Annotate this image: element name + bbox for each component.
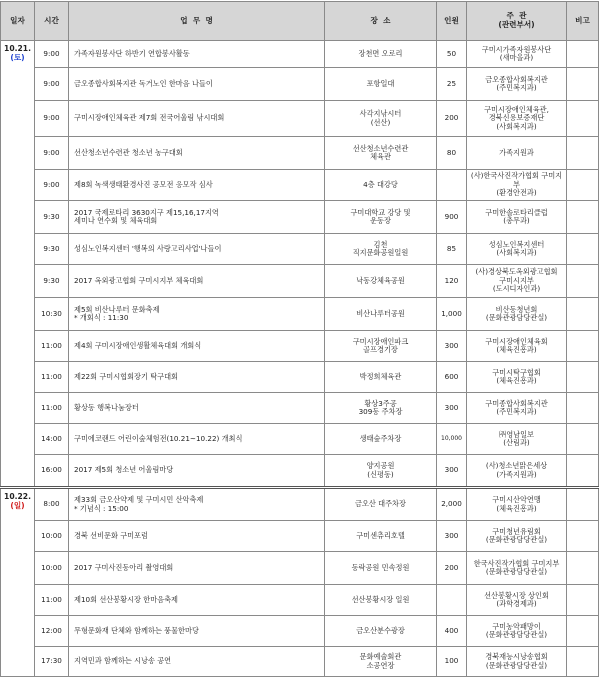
header-date: 일자 (1, 2, 35, 41)
table-row (1, 137, 599, 170)
time-cell: 17:30 (35, 647, 69, 677)
place-cell (325, 298, 437, 331)
place-line: 동락공원 민속정원 (351, 562, 410, 572)
table-row (1, 455, 599, 488)
task-line: 가족자원봉사단 하반기 연합봉사활동 (74, 48, 190, 58)
host-line: 선산봉황시장 상인회 (484, 590, 549, 600)
host-cell (467, 331, 567, 362)
host-line: (문화관광담당관실) (485, 535, 548, 544)
count-cell: 200 (437, 552, 467, 585)
count-cell: 2,000 (437, 488, 467, 521)
place-line: 낙동강체육공원 (356, 275, 405, 285)
host-line: 가족지원과 (499, 147, 534, 157)
time-cell: 9:00 (35, 68, 69, 101)
task-line: 금오종합사회복지관 독거노인 한마음 나들이 (74, 78, 213, 88)
task-line: 2017 국제로타리 3630지구 제15,16,17지역 (74, 207, 219, 217)
note-cell (567, 170, 599, 201)
task-cell (69, 170, 325, 201)
time-cell: 10:00 (35, 521, 69, 552)
task-line: 성심노인복지센터 '행복의 사랑고리사업'나들이 (74, 243, 222, 253)
task-cell (69, 101, 325, 137)
host-cell (467, 647, 567, 677)
place-line: 양지공원 (366, 461, 395, 471)
place-line: 골프경기장 (363, 345, 398, 354)
task-cell (69, 424, 325, 455)
count-cell: 300 (437, 521, 467, 552)
place-cell (325, 424, 437, 455)
place-cell (325, 647, 437, 677)
place-cell (325, 41, 437, 68)
table-row (1, 585, 599, 616)
task-line: 제33회 금오산약제 및 구미시민 산악축제 (74, 495, 204, 505)
host-line: (과학경제과) (496, 599, 537, 608)
note-cell (567, 137, 599, 170)
table-row (1, 265, 599, 298)
count-cell: 10,000 (437, 424, 467, 455)
count-cell: 300 (437, 455, 467, 488)
host-cell (467, 424, 567, 455)
count-cell: 1,000 (437, 298, 467, 331)
host-line: 구미시가족자원봉사단 (481, 44, 552, 54)
host-line: (사회복지과) (496, 121, 537, 131)
place-line: 황상3주공 (364, 398, 397, 408)
count-cell: 120 (437, 265, 467, 298)
task-cell (69, 488, 325, 521)
count-cell (437, 170, 467, 201)
task-line: 2017 구미사진동아리 촬영대회 (74, 562, 174, 572)
count-cell: 85 (437, 234, 467, 265)
place-line: 박정희체육관 (359, 371, 402, 381)
task-line: 지역민과 함께하는 시낭송 공연 (74, 656, 172, 666)
table-row (1, 298, 599, 331)
time-cell: 9:30 (35, 265, 69, 298)
place-line: 309동 주차장 (358, 407, 403, 416)
place-cell (325, 616, 437, 647)
task-line: 제4회 구미시장애인생활체육대회 개회식 (74, 340, 202, 350)
host-line: 구미시장애인체육회 (485, 336, 548, 346)
task-line: 제8회 녹색생태환경사진 공모전 응모작 심사 (74, 179, 213, 189)
header-task: 업 무 명 (69, 2, 325, 41)
note-cell (567, 68, 599, 101)
header-host-main: 주 관 (506, 11, 527, 21)
task-line: 제10회 선산봉황시장 한마음축제 (74, 594, 178, 604)
host-line: (총무과) (503, 216, 530, 225)
host-line: 구미농악패망이 (492, 621, 541, 631)
task-line: 황상동 행복나눔장터 (74, 402, 139, 412)
host-line: (가족지원과) (496, 469, 537, 479)
host-cell (467, 585, 567, 616)
task-cell (69, 298, 325, 331)
time-cell: 12:00 (35, 616, 69, 647)
place-cell (325, 170, 437, 201)
task-line: 세미나 연수회 및 체육대회 (74, 216, 158, 225)
task-line: * 개회식 : 11:30 (74, 313, 129, 322)
host-line: 경북신용보증재단 (488, 113, 545, 123)
host-line: 구미한솔로타리클럽 (485, 207, 548, 217)
table-row (1, 647, 599, 677)
note-cell (567, 552, 599, 585)
note-cell (567, 488, 599, 521)
host-line: (사)한국사진작가협회 구미지부 (470, 171, 563, 189)
host-line: (체육진흥과) (496, 503, 537, 513)
host-line: (문화관광담당관실) (485, 630, 548, 639)
time-cell: 9:00 (35, 41, 69, 68)
task-cell (69, 265, 325, 298)
schedule-document (0, 1, 598, 677)
host-line: 금오종합사회복지관 (485, 74, 548, 84)
table-row (1, 424, 599, 455)
time-cell: 8:00 (35, 488, 69, 521)
place-line: 금오산분수광장 (356, 625, 405, 635)
task-line: * 기념식 : 15:00 (74, 503, 129, 513)
place-cell (325, 101, 437, 137)
date-cell (1, 488, 35, 677)
task-cell (69, 521, 325, 552)
host-line: 구미시장애인체육관, (484, 104, 549, 114)
host-cell (467, 234, 567, 265)
place-cell (325, 488, 437, 521)
table-row (1, 362, 599, 393)
note-cell (567, 331, 599, 362)
task-line: 구미시장애인체육관 제7회 전국어울림 낚시대회 (74, 113, 225, 123)
header-row (1, 2, 599, 41)
header-time: 시간 (35, 2, 69, 41)
host-line: 구미종합사회복지관 (485, 398, 548, 408)
table-row (1, 41, 599, 68)
host-cell (467, 455, 567, 488)
table-row (1, 552, 599, 585)
task-cell (69, 647, 325, 677)
task-cell (69, 68, 325, 101)
task-cell (69, 234, 325, 265)
place-cell (325, 585, 437, 616)
table-row (1, 488, 599, 521)
host-line: 구미시지부 (499, 275, 534, 285)
table-row (1, 101, 599, 137)
task-line: 구미에코랜드 어린이숲체험전(10.21~10.22) 개최식 (74, 433, 243, 443)
note-cell (567, 234, 599, 265)
table-row (1, 68, 599, 101)
place-line: 선산봉황시장 일원 (351, 594, 410, 604)
host-line: ㈜영남일보 (499, 429, 534, 439)
host-line: 한국사진작가협회 구미지부 (473, 558, 560, 568)
host-line: (산림과) (503, 438, 530, 447)
place-line: 체육관 (370, 152, 391, 161)
place-line: 금오산 대주차장 (355, 499, 406, 509)
place-line: 문화예술회관 (359, 652, 402, 662)
note-cell (567, 647, 599, 677)
schedule-body (1, 41, 599, 677)
host-cell (467, 521, 567, 552)
date-cell (1, 41, 35, 488)
time-cell: 9:00 (35, 170, 69, 201)
place-cell (325, 521, 437, 552)
task-line: 2017 옥외광고협회 구미시지부 체육대회 (74, 275, 204, 285)
place-line: 구미시장애인파크 (352, 336, 409, 346)
task-cell (69, 362, 325, 393)
note-cell (567, 41, 599, 68)
place-line: 구미대학교 강당 및 (350, 207, 411, 217)
task-line: 2017 제5회 청소년 어울림마당 (74, 465, 174, 475)
host-line: (사)경상북도옥외광고협회 (475, 267, 558, 277)
host-cell (467, 265, 567, 298)
date-weekday: (토) (10, 52, 25, 62)
table-row (1, 170, 599, 201)
host-cell (467, 137, 567, 170)
place-cell (325, 362, 437, 393)
time-cell: 10:00 (35, 552, 69, 585)
place-line: 소공연장 (366, 660, 395, 670)
table-row (1, 521, 599, 552)
place-line: 선산청소년수련관 (352, 143, 409, 153)
host-line: (사회복지과) (496, 248, 537, 257)
host-line: (체육진흥과) (496, 345, 537, 354)
time-cell: 11:00 (35, 331, 69, 362)
place-line: 장천면 오로리 (358, 48, 403, 58)
host-cell (467, 41, 567, 68)
place-cell (325, 552, 437, 585)
table-row (1, 201, 599, 234)
count-cell (437, 585, 467, 616)
header-note: 비고 (567, 2, 599, 41)
count-cell: 25 (437, 68, 467, 101)
note-cell (567, 201, 599, 234)
place-line: 비산나루터공원 (356, 308, 405, 318)
table-row (1, 393, 599, 424)
task-cell (69, 41, 325, 68)
place-cell (325, 265, 437, 298)
host-line: 성심노인복지센터 (488, 239, 545, 249)
time-cell: 9:30 (35, 234, 69, 265)
host-line: (환경안전과) (496, 188, 537, 198)
host-line: 구미청년유림회 (492, 526, 541, 536)
host-cell (467, 552, 567, 585)
host-cell (467, 488, 567, 521)
place-line: (선산) (370, 117, 391, 127)
time-cell: 9:00 (35, 101, 69, 137)
note-cell (567, 616, 599, 647)
count-cell: 100 (437, 647, 467, 677)
count-cell: 900 (437, 201, 467, 234)
host-cell (467, 616, 567, 647)
host-cell (467, 170, 567, 201)
place-line: 운동장 (370, 216, 391, 225)
time-cell: 11:00 (35, 585, 69, 616)
time-cell: 9:00 (35, 137, 69, 170)
place-cell (325, 201, 437, 234)
place-cell (325, 455, 437, 488)
task-cell (69, 137, 325, 170)
header-host-sub: (관련부서) (498, 20, 535, 29)
table-row (1, 234, 599, 265)
task-line: 경북 선비문화 구미포럼 (74, 530, 149, 540)
time-cell: 9:30 (35, 201, 69, 234)
task-cell (69, 552, 325, 585)
header-count: 인원 (437, 2, 467, 41)
note-cell (567, 265, 599, 298)
count-cell: 300 (437, 331, 467, 362)
place-line: 4층 대강당 (363, 179, 398, 189)
place-line: (신평동) (367, 469, 394, 479)
time-cell: 11:00 (35, 393, 69, 424)
task-line: 선산청소년수련관 청소년 농구대회 (74, 147, 183, 157)
host-cell (467, 393, 567, 424)
task-line: 제5회 비산나루터 문화축제 (74, 304, 160, 314)
host-cell (467, 68, 567, 101)
place-line: 생태숲주차장 (359, 433, 402, 443)
place-line: 구미센츄리호텔 (356, 530, 405, 540)
place-line: 사각지낚시터 (359, 109, 402, 119)
note-cell (567, 455, 599, 488)
place-cell (325, 234, 437, 265)
host-line: (주민복지과) (496, 407, 537, 416)
place-cell (325, 68, 437, 101)
host-cell (467, 298, 567, 331)
table-row (1, 331, 599, 362)
time-cell: 14:00 (35, 424, 69, 455)
host-line: (도시디자인과) (492, 284, 541, 294)
host-cell (467, 101, 567, 137)
header-place: 장 소 (325, 2, 437, 41)
place-line: 포항일대 (366, 78, 395, 88)
host-line: (문화관광담당관실) (485, 660, 548, 670)
host-line: 구미시산악연맹 (492, 495, 541, 505)
host-line: 비산동청년회 (495, 304, 538, 314)
schedule-table (0, 1, 599, 677)
note-cell (567, 521, 599, 552)
date-value: 10.21. (4, 44, 31, 53)
count-cell: 300 (437, 393, 467, 424)
count-cell: 400 (437, 616, 467, 647)
host-line: 구미시탁구협회 (492, 367, 541, 377)
note-cell (567, 393, 599, 424)
host-line: (체육진흥과) (496, 376, 537, 385)
time-cell: 11:00 (35, 362, 69, 393)
date-weekday: (일) (10, 500, 25, 510)
header-host (467, 2, 567, 41)
note-cell (567, 585, 599, 616)
task-cell (69, 585, 325, 616)
host-cell (467, 201, 567, 234)
task-line: 무형문화재 단체와 함께하는 풍물한마당 (74, 625, 199, 635)
note-cell (567, 298, 599, 331)
time-cell: 16:00 (35, 455, 69, 488)
place-cell (325, 331, 437, 362)
count-cell: 200 (437, 101, 467, 137)
place-cell (325, 393, 437, 424)
date-value: 10.22. (4, 492, 31, 501)
task-cell (69, 616, 325, 647)
place-cell (325, 137, 437, 170)
task-cell (69, 331, 325, 362)
place-line: 직지문화공원일원 (352, 248, 409, 257)
task-cell (69, 201, 325, 234)
host-cell (467, 362, 567, 393)
task-cell (69, 455, 325, 488)
count-cell: 50 (437, 41, 467, 68)
count-cell: 600 (437, 362, 467, 393)
time-cell: 10:30 (35, 298, 69, 331)
host-line: (사)청소년맑은세상 (485, 461, 548, 471)
note-cell (567, 424, 599, 455)
host-line: (새마을과) (499, 53, 534, 62)
task-line: 제22회 구미시협회장기 탁구대회 (74, 371, 178, 381)
host-line: (문화관광담당관실) (485, 313, 548, 322)
place-line: 김천 (373, 239, 388, 249)
host-line: (문화관광담당관실) (485, 567, 548, 576)
host-line: (주민복지과) (496, 83, 537, 92)
count-cell: 80 (437, 137, 467, 170)
note-cell (567, 101, 599, 137)
host-line: 경북재능시낭송협회 (485, 652, 548, 662)
note-cell (567, 362, 599, 393)
task-cell (69, 393, 325, 424)
table-row (1, 616, 599, 647)
